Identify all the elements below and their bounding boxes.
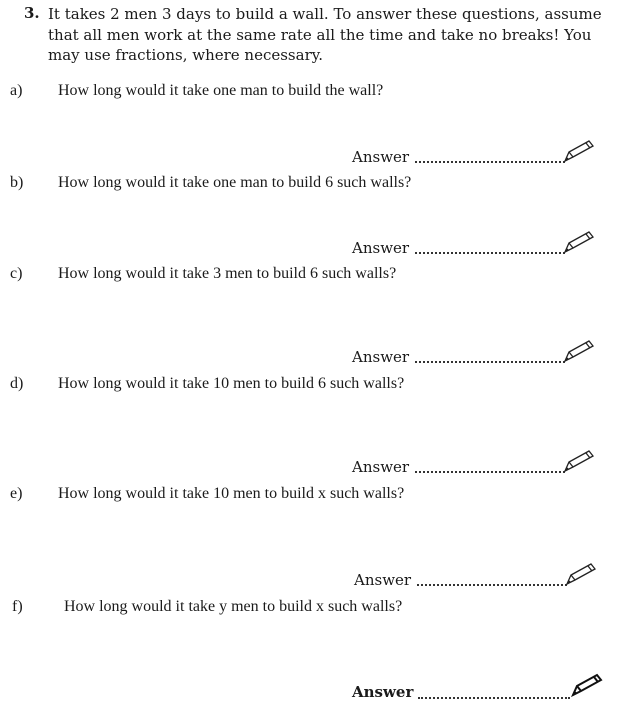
- part-c-answer-label: Answer: [352, 348, 410, 366]
- part-f-answer-label: Answer: [352, 683, 414, 701]
- part-d-answer-label: Answer: [352, 458, 410, 476]
- pencil-icon: [562, 138, 596, 164]
- pencil-icon: [562, 229, 596, 255]
- pencil-icon: [564, 561, 598, 587]
- question-number: 3.: [24, 4, 40, 22]
- part-a-answer-label: Answer: [352, 148, 410, 166]
- part-e-label: e): [10, 485, 23, 502]
- part-a-question: How long would it take one man to build the wall?: [58, 82, 384, 99]
- pencil-icon: [562, 338, 596, 364]
- part-c-question: How long would it take 3 men to build 6 such walls?: [58, 265, 397, 282]
- part-d-answer-field[interactable]: [415, 471, 565, 473]
- part-a-answer-field[interactable]: [415, 161, 565, 163]
- part-e-answer-label: Answer: [354, 571, 412, 589]
- part-d-question: How long would it take 10 men to build 6 such walls?: [58, 375, 405, 392]
- part-f-answer-field[interactable]: [418, 697, 570, 699]
- part-f-question: How long would it take y men to build x such walls?: [64, 598, 403, 615]
- part-c-label: c): [10, 265, 23, 282]
- part-a-label: a): [10, 82, 23, 99]
- part-d-label: d): [10, 375, 24, 392]
- part-e-question: How long would it take 10 men to build x such walls?: [58, 485, 405, 502]
- part-c-answer-field[interactable]: [415, 361, 565, 363]
- pencil-icon: [562, 448, 596, 474]
- part-b-label: b): [10, 174, 24, 191]
- pencil-icon: [570, 672, 604, 698]
- part-f-label: f): [12, 598, 23, 615]
- question-intro: It takes 2 men 3 days to build a wall. To answer these questions, assume that all men work at the same rate all the time and take no breaks! You may use fractions, where necessary.: [48, 5, 602, 64]
- part-b-answer-label: Answer: [352, 239, 410, 257]
- part-b-question: How long would it take one man to build 6 such walls?: [58, 174, 412, 191]
- part-e-answer-field[interactable]: [417, 584, 567, 586]
- part-b-answer-field[interactable]: [415, 252, 565, 254]
